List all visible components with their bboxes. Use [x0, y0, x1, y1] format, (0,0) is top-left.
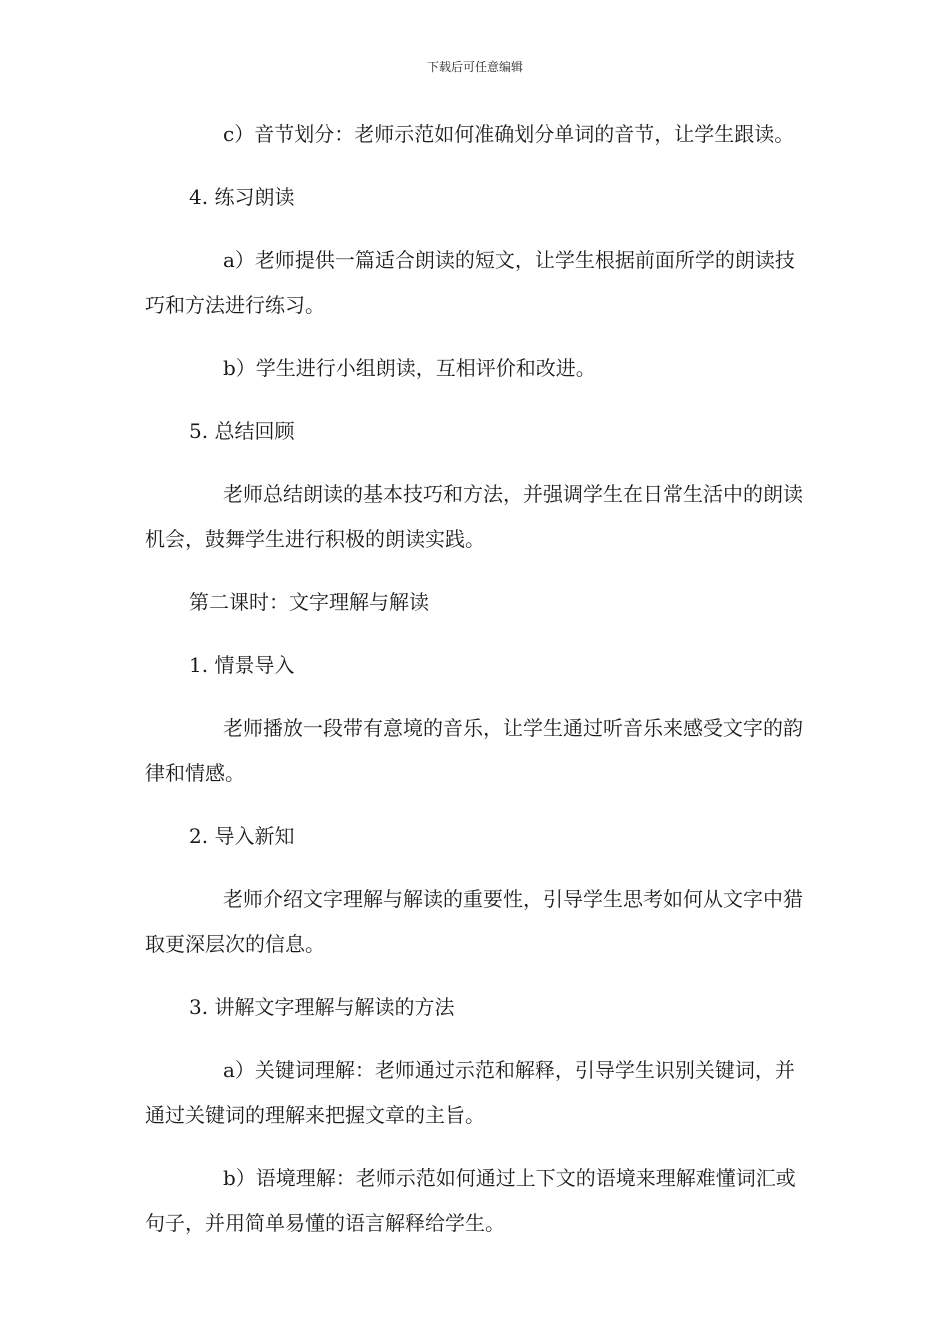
- paragraph-keyword-understanding: a）关键词理解：老师通过示范和解释，引导学生识别关键词，并通过关键词的理解来把握文章的主旨。: [145, 1058, 795, 1127]
- paragraph-syllable-division: c）音节划分：老师示范如何准确划分单词的音节，让学生跟读。: [223, 122, 795, 146]
- heading-second-lesson: 第二课时：文字理解与解读: [189, 590, 429, 614]
- document-body: [145, 112, 805, 1264]
- paragraph-new-knowledge: 老师介绍文字理解与解读的重要性，引导学生思考如何从文字中猎取更深层次的信息。: [145, 887, 803, 956]
- heading-methods: 3. 讲解文字理解与解读的方法: [189, 995, 455, 1019]
- page-header-note: 下载后可任意编辑: [426, 60, 523, 74]
- paragraph-practice-a: a）老师提供一篇适合朗读的短文，让学生根据前面所学的朗读技巧和方法进行练习。: [145, 248, 795, 317]
- paragraph-practice-b: b）学生进行小组朗读，互相评价和改进。: [223, 356, 596, 380]
- paragraph-scene-intro: 老师播放一段带有意境的音乐，让学生通过听音乐来感受文字的韵律和情感。: [145, 716, 803, 785]
- paragraph-context-understanding: b）语境理解：老师示范如何通过上下文的语境来理解难懂词汇或句子，并用简单易懂的语言解释给学生。: [145, 1166, 796, 1235]
- heading-scene-intro: 1. 情景导入: [189, 653, 295, 677]
- heading-new-knowledge: 2. 导入新知: [189, 824, 295, 848]
- paragraph-summary: 老师总结朗读的基本技巧和方法，并强调学生在日常生活中的朗读机会，鼓舞学生进行积极的朗读实践。: [145, 482, 803, 551]
- heading-summary-review: 5. 总结回顾: [189, 419, 295, 443]
- heading-practice-reading: 4. 练习朗读: [189, 185, 295, 209]
